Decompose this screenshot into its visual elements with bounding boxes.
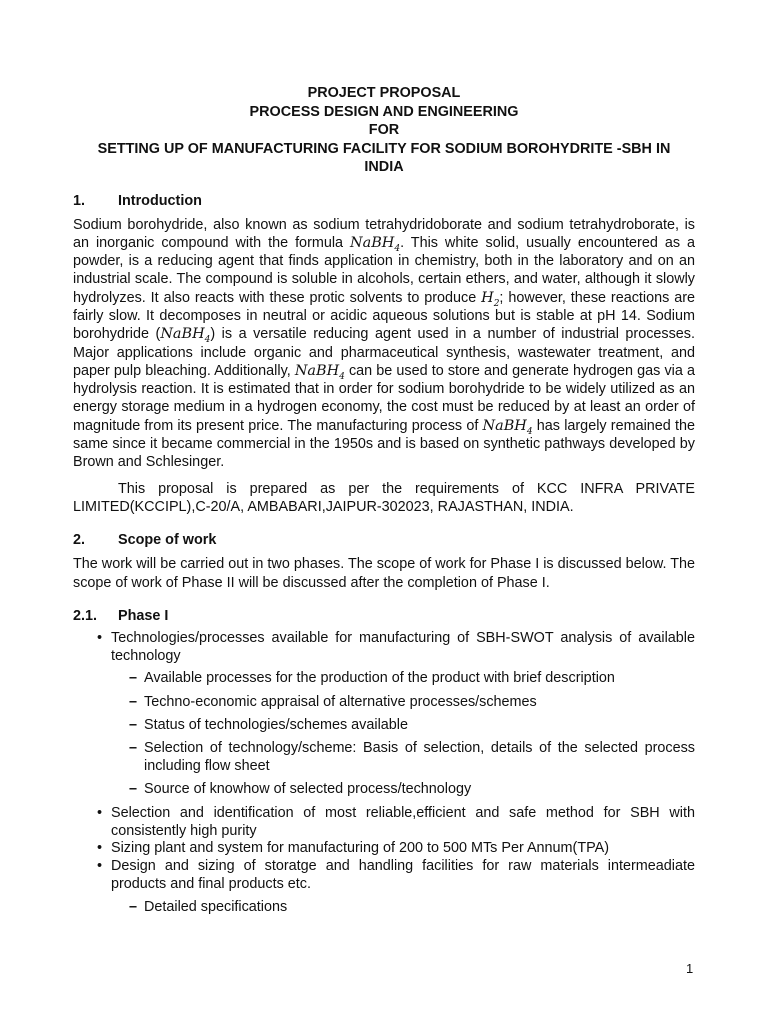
page-number: 1	[686, 961, 694, 976]
title-line-1: PROJECT PROPOSAL	[307, 85, 461, 101]
list-item-text: Selection and identification of most reliable,efficient and safe method for SBH with consistently high purity	[111, 804, 695, 839]
formula-nabh4	[350, 234, 401, 254]
sub-list-item	[111, 899, 695, 917]
section-2-heading	[73, 531, 695, 549]
formula-subscript: 4	[526, 426, 533, 437]
text-run: Sodium borohydride, also known as sodium tetrahydridoborate and sodium tetrahydroborate, is an inorganic compound with the formula	[73, 216, 695, 251]
formula-subscript: 4	[394, 243, 401, 254]
text-run: ) is a versatile reducing agent used in a number of industrial processes. Major applications include organic and pharmaceutical synthesis, wastewater treatment, and paper pulp bleaching. Additionally,	[73, 326, 695, 379]
section-title: Phase I	[118, 607, 169, 624]
formula-subscript: 4	[339, 371, 345, 382]
formula-nabh4	[482, 417, 533, 437]
title-line-3: FOR	[368, 122, 400, 138]
sub-list-item	[111, 781, 695, 799]
text-run: has largely remained the same since it became commercial in the 1950s and is based on synthetic pathways developed by Brown and Schlesinger.	[73, 417, 695, 471]
text-run: can be used to store and generate hydrogen gas via a hydrolysis reaction. It is estimated that in order for sodium borohydride to be widely utilized as an energy storage medium in a hydrogen economy, the cost must be reduced by at least an order of magnitude from its present price. The manufacturing process of	[73, 362, 695, 434]
sub-list-item	[111, 694, 695, 712]
list-item-text: Technologies/processes available for manufacturing of SBH-SWOT analysis of available technology	[111, 629, 695, 664]
section-title: Introduction	[118, 192, 202, 209]
dash-icon: –	[129, 693, 138, 710]
formula-nabh4	[160, 326, 211, 346]
formula-text: H	[481, 289, 494, 306]
proposal-paragraph: This proposal is prepared as per the requirements of KCC INFRA PRIVATE LIMITED(KCCIPL),C-20/A, AMBABARI,JAIPUR-302023, RAJASTHAN, INDIA.	[73, 480, 695, 515]
bullet-icon: •	[97, 840, 103, 857]
list-item	[73, 805, 695, 841]
section-number: 1.	[73, 192, 86, 209]
list-item	[73, 840, 695, 858]
sub-list-item-text: Detailed specifications	[144, 898, 288, 915]
bullet-icon: •	[97, 858, 103, 875]
sub-list-item-text: Available processes for the production of the product with brief description	[144, 670, 615, 687]
formula-text: NaBH	[160, 326, 205, 343]
section-number: 2.	[73, 532, 86, 549]
sub-list-item	[111, 670, 695, 688]
intro-paragraph	[73, 216, 695, 472]
document-title	[73, 84, 695, 177]
bullet-icon: •	[97, 804, 103, 821]
sub-list-item	[111, 740, 695, 776]
formula-h2	[481, 289, 500, 309]
sub-list-item-text: Selection of technology/scheme: Basis of selection, details of the selected process including flow sheet	[144, 740, 695, 775]
sub-list	[111, 899, 695, 917]
formula-text: NaBH	[482, 417, 527, 434]
formula-subscript: 2	[493, 298, 500, 309]
document-page	[73, 84, 695, 922]
list-item-text: Sizing plant and system for manufacturing of 200 to 500 MTs Per Annum(TPA)	[111, 840, 610, 857]
formula-nabh4	[294, 362, 345, 382]
sub-list	[111, 670, 695, 799]
dash-icon: –	[129, 670, 138, 687]
section-title: Scope of work	[118, 532, 217, 549]
sub-list-item-text: Source of knowhow of selected process/technology	[144, 781, 472, 798]
list-item	[73, 858, 695, 916]
list-item	[73, 630, 695, 799]
text-run: ; however, these reactions are fairly slow. It decomposes in neutral or acidic aqueous solutions but is stable at pH 14. Sodium borohydride (	[73, 289, 695, 343]
list-item-text: Design and sizing of storatge and handling facilities for raw materials intermeadiate products and final products etc.	[111, 858, 695, 892]
dash-icon: –	[129, 740, 138, 757]
dash-icon: –	[129, 781, 138, 798]
formula-text: NaBH	[350, 234, 395, 251]
sub-list-item	[111, 717, 695, 735]
title-line-2: PROCESS DESIGN AND ENGINEERING	[249, 103, 519, 120]
formula-text: NaBH	[294, 362, 340, 379]
bullet-icon: •	[97, 629, 103, 646]
dash-icon: –	[129, 898, 138, 915]
sub-list-item-text: Techno-economic appraisal of alternative processes/schemes	[144, 693, 537, 710]
sub-list-item-text: Status of technologies/schemes available	[144, 717, 408, 734]
title-line-4: SETTING UP OF MANUFACTURING FACILITY FOR SODIUM BOROHYDRITE -SBH IN	[97, 140, 671, 157]
phase-1-list	[73, 630, 695, 917]
section-2-1-heading	[73, 607, 695, 625]
section-number: 2.1.	[73, 607, 98, 624]
dash-icon: –	[129, 717, 138, 734]
title-line-5: INDIA	[364, 159, 404, 175]
section-1-heading	[73, 192, 695, 210]
scope-paragraph: The work will be carried out in two phases. The scope of work for Phase I is discussed below. The scope of work of Phase II will be discussed after the completion of Phase I.	[73, 556, 695, 591]
formula-subscript: 4	[204, 335, 211, 346]
text-run: . This white solid, usually encountered as a powder, is a reducing agent that finds application in chemistry, both in the laboratory and on an industrial scale. The compound is soluble in alcohols, certain ethers, and water, although it slowly hydrolyzes. It also reacts with these protic solvents to produce	[73, 234, 695, 306]
